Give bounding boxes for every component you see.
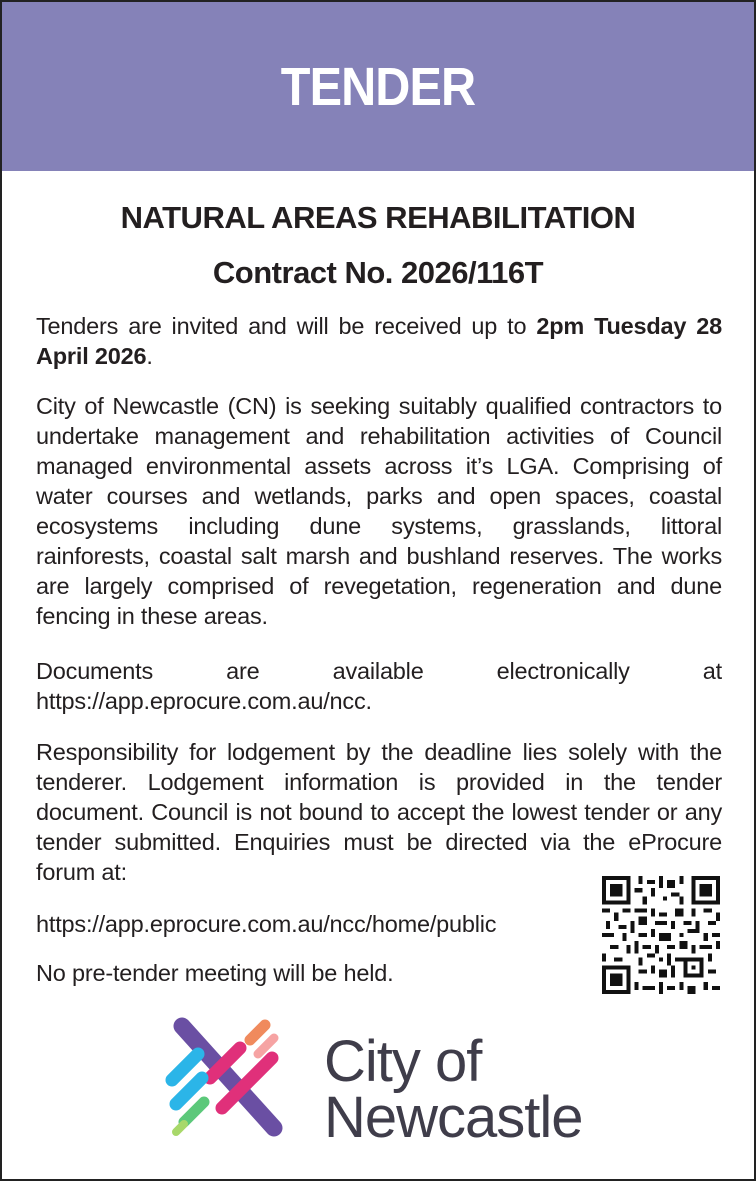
logo-line-1: City of [324, 1029, 482, 1094]
contract-number: Contract No. 2026/116T [212, 255, 544, 290]
intro-paragraph [36, 311, 722, 371]
tender-banner [2, 2, 754, 171]
banner-title: TENDER [280, 56, 476, 117]
intro-suffix: . [146, 343, 153, 369]
forum-url-link[interactable]: https://app.eprocure.com.au/ncc/home/public [36, 911, 497, 937]
city-of-newcastle-logo-icon [162, 1012, 292, 1142]
intro-prefix: Tenders are invited and will be received up to [36, 313, 537, 339]
notice-title: NATURAL AREAS REHABILITATION [120, 200, 636, 235]
deadline: 2pm Tuesday 28 April 2026 [36, 313, 722, 369]
logo-line-2: Newcastle [324, 1085, 583, 1150]
documents-paragraph: Documents are available electronically at https://app.eprocure.com.au/ncc. [36, 658, 722, 714]
scope-paragraph: City of Newcastle (CN) is seeking suitably qualified contractors to undertake management and rehabilitation activities of Council managed environmental assets across it’s LGA. Comprising of water courses and wetlands, parks and open spaces, coastal ecosystems including dune systems, grasslands, littoral rainforests, coastal salt marsh and bushland reserves. The works are largely comprised of revegetation, regeneration and dune fencing in these areas. [36, 393, 722, 629]
qr-code-icon[interactable] [602, 876, 720, 994]
meeting-paragraph: No pre-tender meeting will be held. [36, 960, 394, 986]
responsibility-paragraph: Responsibility for lodgement by the deadline lies solely with the tenderer. Lodgement information is provided in the tender document. Council is not bound to accept the lowest tender or any tender submitted. Enquiries must be directed via the eProcure forum at: [36, 739, 722, 885]
city-of-newcastle-logo-text [324, 1029, 583, 1150]
